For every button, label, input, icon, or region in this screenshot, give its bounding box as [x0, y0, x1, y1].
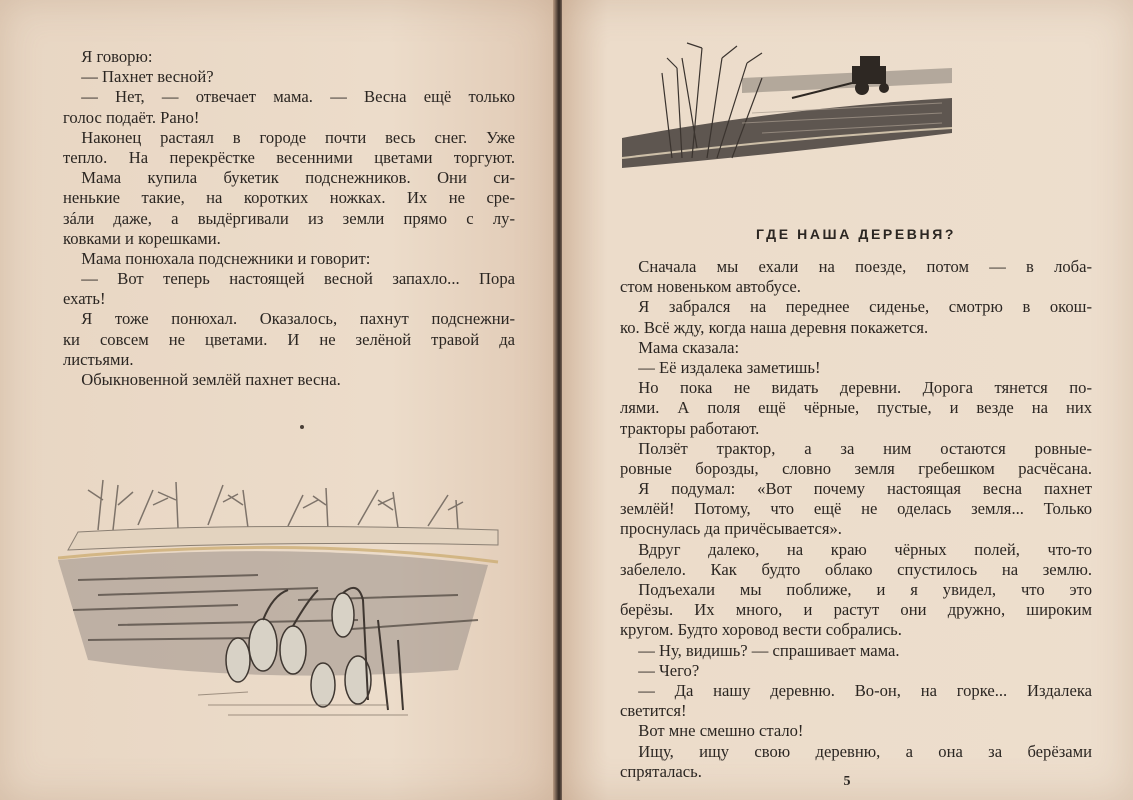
text-line: ки совсем не цветами. И не зелёной травой да [63, 329, 515, 349]
tractor-field-illustration [622, 38, 952, 173]
text-line: — Вот теперь настоящей весной запахло... Пора [81, 269, 515, 289]
right-page-text [620, 257, 1092, 782]
text-line: — Ну, видишь? — спрашивает мама. [638, 640, 900, 660]
text-line: Вдруг далеко, на краю чёрных полей, что-то [638, 539, 1092, 559]
text-line: берёзы. Их много, и растут они дружно, широким [620, 600, 1092, 620]
text-line: — Да нашу деревню. Во-он, на горке... Издалека [638, 680, 1092, 700]
text-line: ковками и корешками. [63, 228, 221, 248]
text-line: спряталась. [620, 761, 702, 781]
snowdrops-river-illustration [58, 470, 526, 740]
text-line: — Чего? [638, 660, 700, 680]
text-line: листьями. [63, 349, 134, 369]
text-line: зáли даже, а выдёргивали из земли прямо с лу- [63, 208, 515, 228]
text-line: лями. А поля ещё чёрные, пустые, и везде на них [620, 398, 1092, 418]
text-line: Обыкновенной землёй пахнет весна. [81, 370, 341, 389]
text-line: — Пахнет весной? [81, 67, 214, 87]
text-line: ко. Всё жду, когда наша деревня покажется. [620, 317, 929, 337]
text-line: Сначала мы ехали на поезде, потом — в лоба- [638, 257, 1092, 276]
text-line: Я тоже понюхал. Оказалось, пахнут подснежни- [81, 309, 515, 329]
text-line: Я забрался на переднее сиденье, смотрю в окош- [638, 297, 1092, 317]
ink-speck [300, 425, 304, 429]
text-line: Я подумал: «Вот почему настоящая весна пахнет [638, 479, 1092, 499]
text-line: светится! [620, 701, 687, 721]
text-line: тепло. На перекрёстке весенними цветами торгуют. [63, 147, 515, 167]
text-line: землёй! Потому, что ещё не оделась земля... Только [620, 499, 1092, 519]
text-line: ровные борозды, словно земля гребешком расчёсана. [620, 458, 1092, 478]
left-page [0, 0, 556, 800]
text-line: Вот мне смешно стало! [638, 721, 804, 741]
text-line: Я говорю: [81, 47, 153, 66]
text-line: ехать! [63, 289, 106, 309]
text-line: стом новеньком автобусе. [620, 277, 801, 297]
page-number: 5 [843, 774, 851, 789]
chapter-heading: ГДЕ НАША ДЕРЕВНЯ? [755, 226, 957, 242]
left-page-text [63, 47, 515, 390]
text-line: — Её издалека заметишь! [638, 357, 821, 377]
text-line: Подъехали мы поближе, и я увидел, что это [638, 580, 1092, 599]
text-line: Ползёт трактор, а за ним остаются ровные- [638, 438, 1092, 458]
text-line: Мама купила букетик подснежников. Они си- [81, 168, 515, 188]
text-line: тракторы работают. [620, 418, 760, 438]
text-line: проснулась да причёсывается». [620, 519, 842, 539]
text-line: Наконец растаял в городе почти весь снег. Уже [81, 127, 515, 147]
text-line: забелело. Как будто облако спустилось на землю. [620, 559, 1092, 579]
text-line: Мама понюхала подснежники и говорит: [81, 248, 371, 268]
text-line: Ищу, ищу свою деревню, а она за берёзами [638, 741, 1092, 761]
text-line: Мама сказала: [638, 337, 740, 357]
text-line: кругом. Будто хоровод вести собрались. [620, 620, 902, 640]
text-line: голос подаёт. Рано! [63, 107, 200, 127]
text-line: — Нет, — отвечает мама. — Весна ещё только [81, 87, 515, 107]
right-page [562, 0, 1133, 800]
text-line: Но пока не видать деревни. Дорога тянется по- [638, 378, 1092, 398]
text-line: ненькие такие, на коротких ножках. Их не сре- [63, 188, 515, 208]
